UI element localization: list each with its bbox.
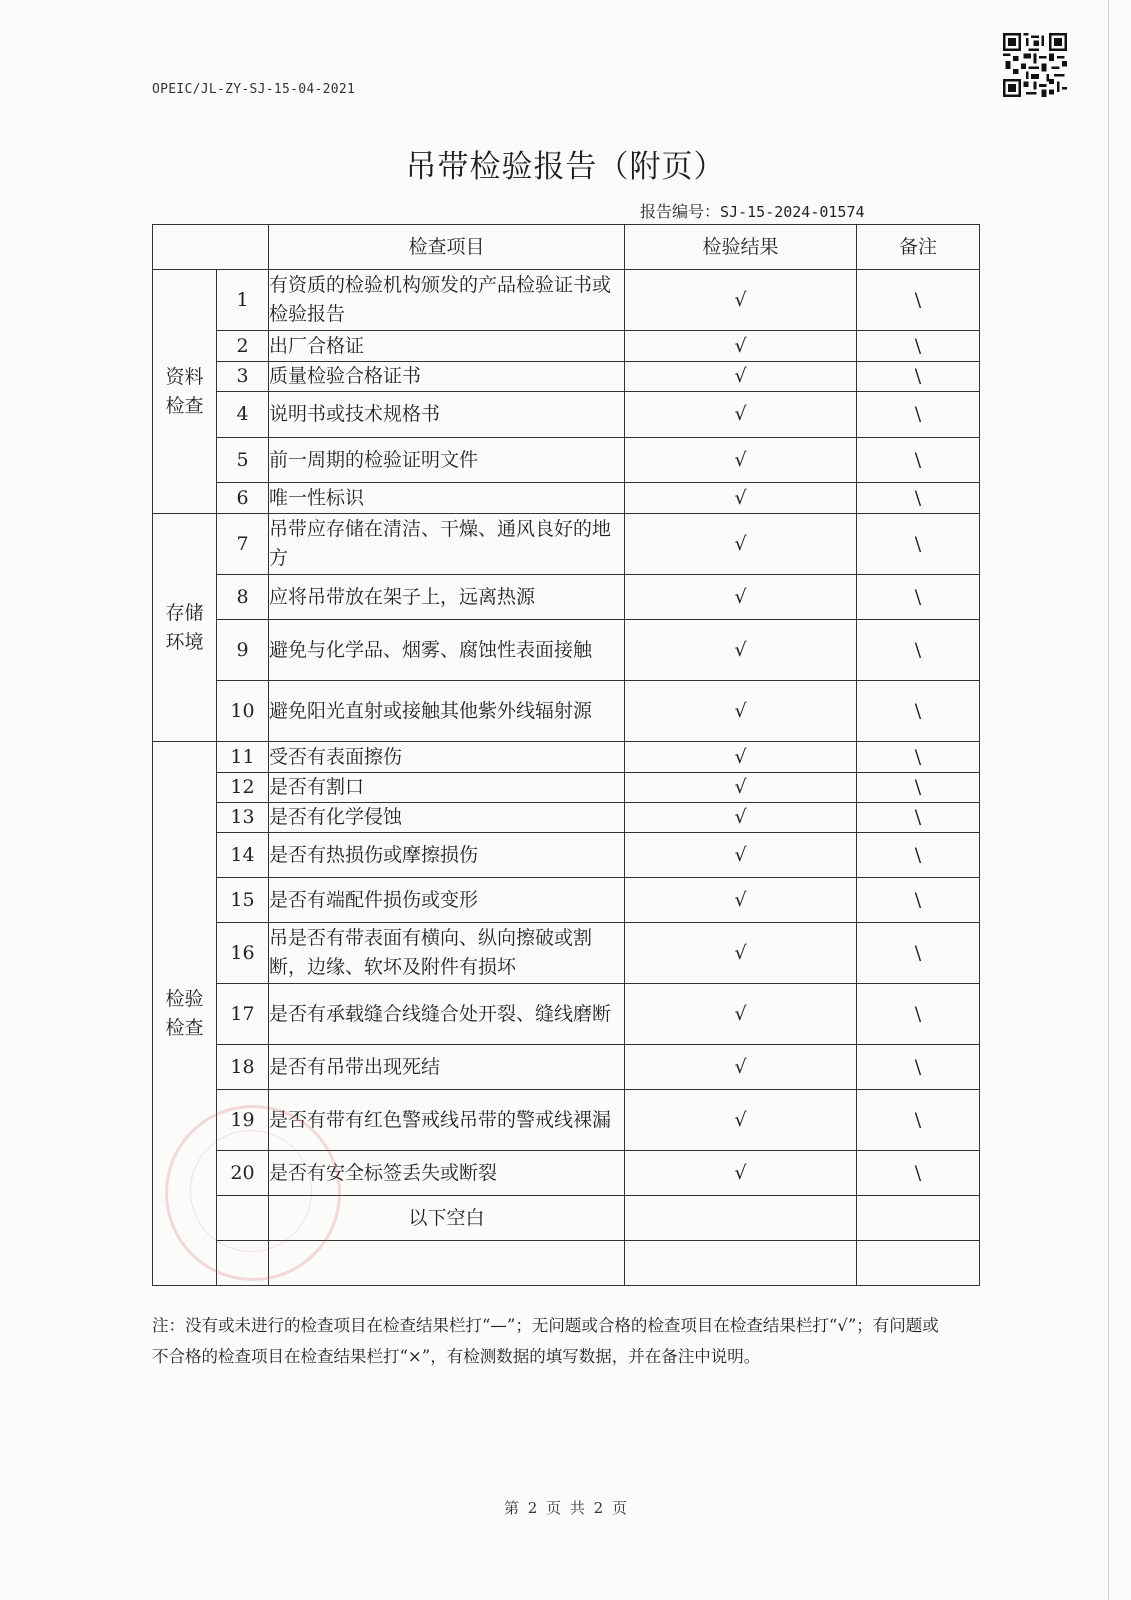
row-result: √ bbox=[625, 681, 857, 742]
row-remark: \ bbox=[857, 803, 980, 833]
row-remark: \ bbox=[857, 331, 980, 362]
row-result: √ bbox=[625, 1090, 857, 1151]
row-result-empty bbox=[625, 1241, 857, 1286]
row-number: 20 bbox=[217, 1151, 269, 1196]
report-number-label: 报告编号： bbox=[640, 202, 721, 221]
row-remark: \ bbox=[857, 1045, 980, 1090]
table-row bbox=[153, 270, 980, 331]
row-result: √ bbox=[625, 575, 857, 620]
table-row bbox=[153, 362, 980, 392]
table-row bbox=[153, 773, 980, 803]
table-row bbox=[153, 392, 980, 438]
row-number: 18 bbox=[217, 1045, 269, 1090]
row-remark: \ bbox=[857, 1090, 980, 1151]
row-number: 15 bbox=[217, 878, 269, 923]
row-result: √ bbox=[625, 1045, 857, 1090]
document-code: OPEIC/JL-ZY-SJ-15-04-2021 bbox=[152, 82, 356, 97]
footnote: 注：没有或未进行的检查项目在检查结果栏打“—”；无问题或合格的检查项目在检查结果栏打“√”；有问题或不合格的检查项目在检查结果栏打“×”，有检测数据的填写数据，并在备注中说明。 bbox=[152, 1316, 939, 1366]
row-remark: \ bbox=[857, 984, 980, 1045]
row-number: 16 bbox=[217, 923, 269, 984]
row-remark: \ bbox=[857, 1151, 980, 1196]
category-cell: 检验 检查 bbox=[153, 742, 217, 1286]
row-item: 唯一性标识 bbox=[269, 483, 625, 514]
report-number bbox=[640, 199, 865, 222]
row-item: 避免与化学品、烟雾、腐蚀性表面接触 bbox=[269, 620, 625, 681]
row-remark: \ bbox=[857, 270, 980, 331]
row-result-empty bbox=[625, 1196, 857, 1241]
row-result: √ bbox=[625, 270, 857, 331]
row-remark: \ bbox=[857, 681, 980, 742]
table-row bbox=[153, 681, 980, 742]
row-remark: \ bbox=[857, 833, 980, 878]
table-row bbox=[153, 1045, 980, 1090]
table-row bbox=[153, 878, 980, 923]
row-result: √ bbox=[625, 984, 857, 1045]
row-number: 12 bbox=[217, 773, 269, 803]
table-row bbox=[153, 575, 980, 620]
row-item: 吊是否有带表面有横向、纵向擦破或割断，边缘、软坏及附件有损坏 bbox=[269, 923, 625, 984]
row-number: 17 bbox=[217, 984, 269, 1045]
row-result: √ bbox=[625, 620, 857, 681]
row-number: 19 bbox=[217, 1090, 269, 1151]
category-cell: 资料 检查 bbox=[153, 270, 217, 514]
row-remark: \ bbox=[857, 575, 980, 620]
row-number: 11 bbox=[217, 742, 269, 773]
row-result: √ bbox=[625, 923, 857, 984]
row-result: √ bbox=[625, 878, 857, 923]
qr-code-icon bbox=[1003, 33, 1067, 97]
row-item: 受否有表面擦伤 bbox=[269, 742, 625, 773]
table-row bbox=[153, 984, 980, 1045]
page-number: 第 2 页 共 2 页 bbox=[504, 1499, 627, 1517]
row-item: 出厂合格证 bbox=[269, 331, 625, 362]
row-item: 是否有安全标签丢失或断裂 bbox=[269, 1151, 625, 1196]
category-cell: 存储 环境 bbox=[153, 514, 217, 742]
row-item: 应将吊带放在架子上，远离热源 bbox=[269, 575, 625, 620]
row-result: √ bbox=[625, 742, 857, 773]
row-remark: \ bbox=[857, 483, 980, 514]
table-row bbox=[153, 742, 980, 773]
table-row bbox=[153, 483, 980, 514]
table-row bbox=[153, 620, 980, 681]
header-remark: 备注 bbox=[857, 225, 980, 270]
row-result: √ bbox=[625, 803, 857, 833]
row-item: 避免阳光直射或接触其他紫外线辐射源 bbox=[269, 681, 625, 742]
header-result: 检验结果 bbox=[625, 225, 857, 270]
row-number: 13 bbox=[217, 803, 269, 833]
row-remark: \ bbox=[857, 362, 980, 392]
row-number: 10 bbox=[217, 681, 269, 742]
row-item: 是否有化学侵蚀 bbox=[269, 803, 625, 833]
row-result: √ bbox=[625, 1151, 857, 1196]
row-number: 14 bbox=[217, 833, 269, 878]
row-result: √ bbox=[625, 514, 857, 575]
row-remark: \ bbox=[857, 514, 980, 575]
row-result: √ bbox=[625, 362, 857, 392]
row-result: √ bbox=[625, 483, 857, 514]
row-item: 是否有端配件损伤或变形 bbox=[269, 878, 625, 923]
row-number: 4 bbox=[217, 392, 269, 438]
header-item: 检查项目 bbox=[269, 225, 625, 270]
table-row bbox=[153, 923, 980, 984]
table-row bbox=[153, 438, 980, 483]
row-result: √ bbox=[625, 438, 857, 483]
page-edge-line bbox=[1108, 0, 1109, 1600]
row-number: 8 bbox=[217, 575, 269, 620]
row-remark: \ bbox=[857, 392, 980, 438]
row-item: 是否有割口 bbox=[269, 773, 625, 803]
header-category bbox=[153, 225, 269, 270]
row-number: 2 bbox=[217, 331, 269, 362]
row-item: 是否有承载缝合线缝合处开裂、缝线磨断 bbox=[269, 984, 625, 1045]
table-row bbox=[153, 833, 980, 878]
row-remark-empty bbox=[857, 1196, 980, 1241]
row-number: 6 bbox=[217, 483, 269, 514]
row-result: √ bbox=[625, 833, 857, 878]
row-number: 3 bbox=[217, 362, 269, 392]
row-item: 说明书或技术规格书 bbox=[269, 392, 625, 438]
row-item: 吊带应存储在清洁、干燥、通风良好的地方 bbox=[269, 514, 625, 575]
row-item: 前一周期的检验证明文件 bbox=[269, 438, 625, 483]
table-row bbox=[153, 331, 980, 362]
row-result: √ bbox=[625, 392, 857, 438]
table-row bbox=[153, 514, 980, 575]
row-result: √ bbox=[625, 331, 857, 362]
row-remark: \ bbox=[857, 878, 980, 923]
row-remark: \ bbox=[857, 438, 980, 483]
row-item: 是否有带有红色警戒线吊带的警戒线裸漏 bbox=[269, 1090, 625, 1151]
row-number: 5 bbox=[217, 438, 269, 483]
row-result: √ bbox=[625, 773, 857, 803]
row-remark: \ bbox=[857, 742, 980, 773]
table-header-row bbox=[153, 225, 980, 270]
row-number: 1 bbox=[217, 270, 269, 331]
report-number-value: SJ-15-2024-01574 bbox=[720, 203, 865, 221]
table-row bbox=[153, 803, 980, 833]
row-item: 质量检验合格证书 bbox=[269, 362, 625, 392]
row-remark-empty bbox=[857, 1241, 980, 1286]
report-title: 吊带检验报告（附页） bbox=[405, 149, 726, 185]
row-item: 是否有吊带出现死结 bbox=[269, 1045, 625, 1090]
row-item: 是否有热损伤或摩擦损伤 bbox=[269, 833, 625, 878]
row-remark: \ bbox=[857, 923, 980, 984]
row-number: 9 bbox=[217, 620, 269, 681]
row-remark: \ bbox=[857, 773, 980, 803]
row-item: 有资质的检验机构颁发的产品检验证书或检验报告 bbox=[269, 270, 625, 331]
blank-marker-text: 以下空白 bbox=[269, 1196, 625, 1241]
row-number: 7 bbox=[217, 514, 269, 575]
row-remark: \ bbox=[857, 620, 980, 681]
faded-seal-inner-ring bbox=[190, 1130, 312, 1252]
